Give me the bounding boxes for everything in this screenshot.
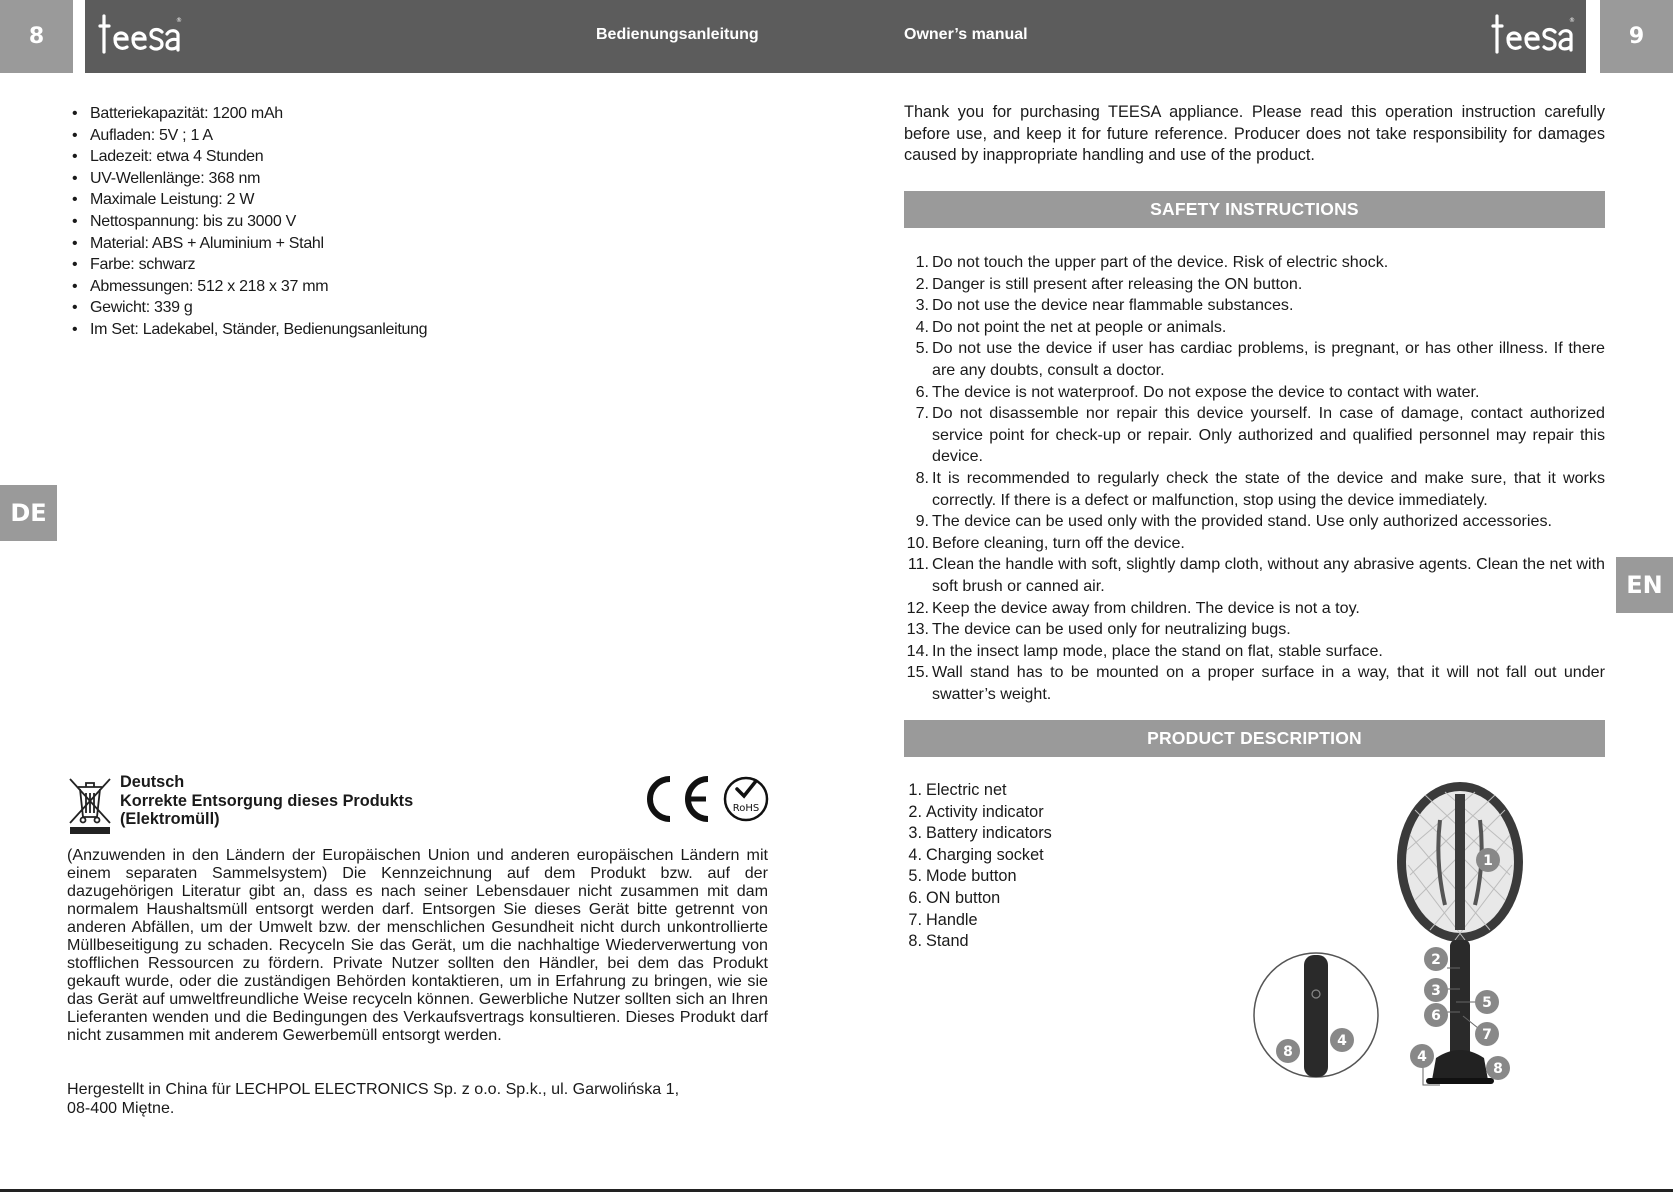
specifications-list [72,103,832,341]
teesa-logo-mark [100,12,180,58]
teesa-logo-mark [1493,12,1573,58]
spec-item: • Abmessungen: 512 x 218 x 37 mm [72,276,832,298]
spec-item: • UV-Wellenlänge: 368 nm [72,168,832,190]
spec-item: • Nettospannung: bis zu 3000 V [72,211,832,233]
safety-item-text: The device is not waterproof. Do not expose the device to contact with water. [932,382,1480,401]
safety-item-number: 14. [906,641,929,660]
rohs-mark-icon: RoHS [732,803,760,814]
product-illustration [1240,780,1540,1090]
product-part-text: Stand [926,932,969,951]
callout-6: 6 [1431,1008,1441,1024]
safety-item-text: Do not touch the upper part of the device. Risk of electric shock. [932,253,1389,271]
safety-item-text: The device can be used only with the provided stand. Use only authorized accessories. [932,512,1552,531]
safety-item [904,511,1605,533]
product-part-number: 6. [908,888,922,907]
safety-instructions-list [904,252,1605,705]
safety-item-number: 6. [915,382,929,401]
safety-item [904,295,1605,317]
product-part-text: ON button [926,888,1001,907]
safety-item-number: 7. [915,404,929,423]
safety-item [904,598,1605,620]
product-part-number: 4. [908,845,922,864]
spec-item: • Batteriekapazität: 1200 mAh [72,103,832,125]
safety-item-text: Do not use the device if user has cardiac problems, is pregnant, or has other illness. If there are any doubts, consult a doctor. [932,339,1605,379]
product-part-text: Battery indicators [926,824,1052,843]
safety-item-text: Danger is still present after releasing the ON button. [932,274,1303,293]
callout-5: 5 [1482,995,1492,1011]
safety-item-text: Do not point the net at people or animals. [932,317,1227,336]
product-part-text: Charging socket [926,845,1044,864]
product-part-text: Handle [926,910,978,929]
safety-item-number: 8. [915,468,929,487]
safety-item [904,403,1605,468]
disposal-body-text: (Anzuwenden in den Ländern der Europäischen Union und anderen europäischen Ländern mit einem separaten Sammelsystem) Die Kennzeichnung auf dem Produkt bzw. auf der dazugehörigen Literatur gibt an, dass es nach seiner Lebensdauer nicht zusammen mit dam normalem Haushaltsmüll entsorgt werden darf. Entsorgen Sie dieses Gerät bitte getrennt von anderen Abfällen, um der Umwelt bzw. der menschlichen Gesundheit nicht durch unkontrollierte Müllbeseitigung zu schaden. Recyceln Sie das Gerät, um die nachhaltige Wiederverwertung von stofflichen Ressourcen zu fördern. Private Nutzer sollten den Händler, bei dem das Produkt gekauft wurde, oder die zuständigen Behörden kontaktieren, um in Erfahrung zu bringen, wie sie das Gerät auf umweltfreundliche Weise recyceln können. Gewerbliche Nutzer sollten sich an Ihren Lieferanten wenden und die Bedingungen des Verkaufsvertrags konsultieren. Dieses Produkt darf nicht zusammen mit anderem Gewerbemüll entsorgt werden. [67,846,768,1044]
spec-item: • Maximale Leistung: 2 W [72,189,832,211]
callout-4: 4 [1417,1049,1427,1065]
language-tab-en: EN [1616,557,1673,613]
right-page-number: 9 [1600,0,1673,73]
ce-mark-icon [646,773,770,825]
spec-item: • Aufladen: 5V ; 1 A [72,125,832,147]
callout-2: 2 [1431,952,1441,968]
safety-item [904,619,1605,641]
safety-item-text: Clean the handle with soft, slightly damp cloth, without any abrasive agents. Clean the net with soft brush or canned air. [932,555,1605,595]
safety-item-number: 12. [906,598,929,617]
disposal-heading-subtitle: (Elektromüll) [120,810,220,828]
product-part [904,931,1052,953]
safety-item-text: Before cleaning, turn off the device. [932,533,1185,552]
safety-item-number: 11. [907,555,929,574]
safety-item-number: 4. [915,317,929,336]
safety-item-text: It is recommended to regularly check the state of the device and make sure, that it works correctly. If there is a defect or malfunction, stop using the device immediately. [932,468,1605,509]
language-tab-de: DE [0,485,57,541]
teesa-logo-left [100,12,180,58]
callout-7: 7 [1482,1027,1492,1043]
spec-item: • Material: ABS + Aluminium + Stahl [72,233,832,255]
teesa-logo-right [1493,12,1573,58]
safety-item-text: The device can be used only for neutralizing bugs. [932,620,1291,639]
callout-8-detail: 8 [1283,1044,1293,1060]
certification-marks [646,773,770,825]
product-part [904,823,1052,845]
product-part-text: Activity indicator [926,802,1044,821]
safety-item-text: In the insect lamp mode, place the stand on flat, stable surface. [932,641,1383,660]
product-part [904,845,1052,867]
product-part [904,866,1052,888]
safety-item [904,338,1605,381]
safety-item-number: 3. [915,296,929,315]
product-description-heading: PRODUCT DESCRIPTION [904,720,1605,757]
svg-text:®: ® [176,17,182,24]
safety-item-number: 2. [915,274,929,293]
disposal-heading-language: Deutsch [120,773,185,791]
product-part-number: 7. [908,910,922,929]
weee-crossed-bin-icon [66,775,114,835]
safety-item [904,317,1605,339]
product-parts-list [904,780,1052,953]
safety-item-number: 15. [906,663,929,682]
header-title-de: Bedienungsanleitung [596,26,759,43]
safety-item [904,533,1605,555]
header-title-en: Owner’s manual [904,26,1028,43]
spec-item: • Farbe: schwarz [72,254,832,276]
disposal-heading-title: Korrekte Entsorgung dieses Produkts [120,791,414,810]
manufacturer-line-1: Hergestellt in China für LECHPOL ELECTRONICS Sp. z o.o. Sp.k., ul. Garwolińska 1, [67,1080,680,1098]
safety-item [904,554,1605,597]
product-part-number: 8. [908,932,922,951]
safety-item-number: 5. [915,339,929,358]
product-part-number: 1. [908,781,922,799]
callout-1: 1 [1483,853,1493,869]
callout-3: 3 [1431,983,1441,999]
safety-item-text: Do not disassemble nor repair this device yourself. In case of damage, contact authorized service point for check-up or repair. Only authorized and qualified personnel may repair this device. [932,404,1605,466]
left-page-number: 8 [0,0,73,73]
intro-paragraph: Thank you for purchasing TEESA appliance. Please read this operation instruction carefully before use, and keep it for future reference. Producer does not take responsibility for damages caused by inappropriate handling and use of the product. [904,103,1605,165]
product-part [904,910,1052,932]
callout-8: 8 [1493,1061,1503,1077]
safety-item-number: 10. [906,533,929,552]
product-part-number: 2. [908,802,922,821]
product-part-number: 5. [908,867,922,886]
safety-item [904,274,1605,296]
safety-item-text: Wall stand has to be mounted on a proper surface in a way, that it will not fall out under swatter’s weight. [932,663,1605,703]
spec-item: • Im Set: Ladekabel, Ständer, Bedienungsanleitung [72,319,832,341]
safety-item [904,662,1605,705]
safety-instructions-heading: SAFETY INSTRUCTIONS [904,191,1605,228]
product-part-number: 3. [908,824,922,843]
safety-item [904,641,1605,663]
safety-item-text: Do not use the device near flammable substances. [932,296,1294,315]
safety-item [904,468,1605,511]
svg-text:®: ® [1569,17,1575,24]
manufacturer-info [67,1080,768,1117]
product-part [904,888,1052,910]
safety-item [904,382,1605,404]
product-part-text: Mode button [926,867,1017,886]
safety-item-number: 9. [915,512,929,531]
callout-4-detail: 4 [1337,1033,1347,1049]
spec-item: • Gewicht: 339 g [72,297,832,319]
header-bar [85,0,1586,73]
safety-item-number: 13. [906,620,929,639]
product-part [904,802,1052,824]
manufacturer-line-2: 08-400 Miętne. [67,1098,175,1117]
spec-item: • Ladezeit: etwa 4 Stunden [72,146,832,168]
safety-item [904,252,1605,274]
product-part-text: Electric net [926,781,1007,799]
product-part [904,780,1052,802]
safety-item-number: 1. [915,253,929,271]
safety-item-text: Keep the device away from children. The device is not a toy. [932,598,1360,617]
disposal-heading [120,773,413,829]
